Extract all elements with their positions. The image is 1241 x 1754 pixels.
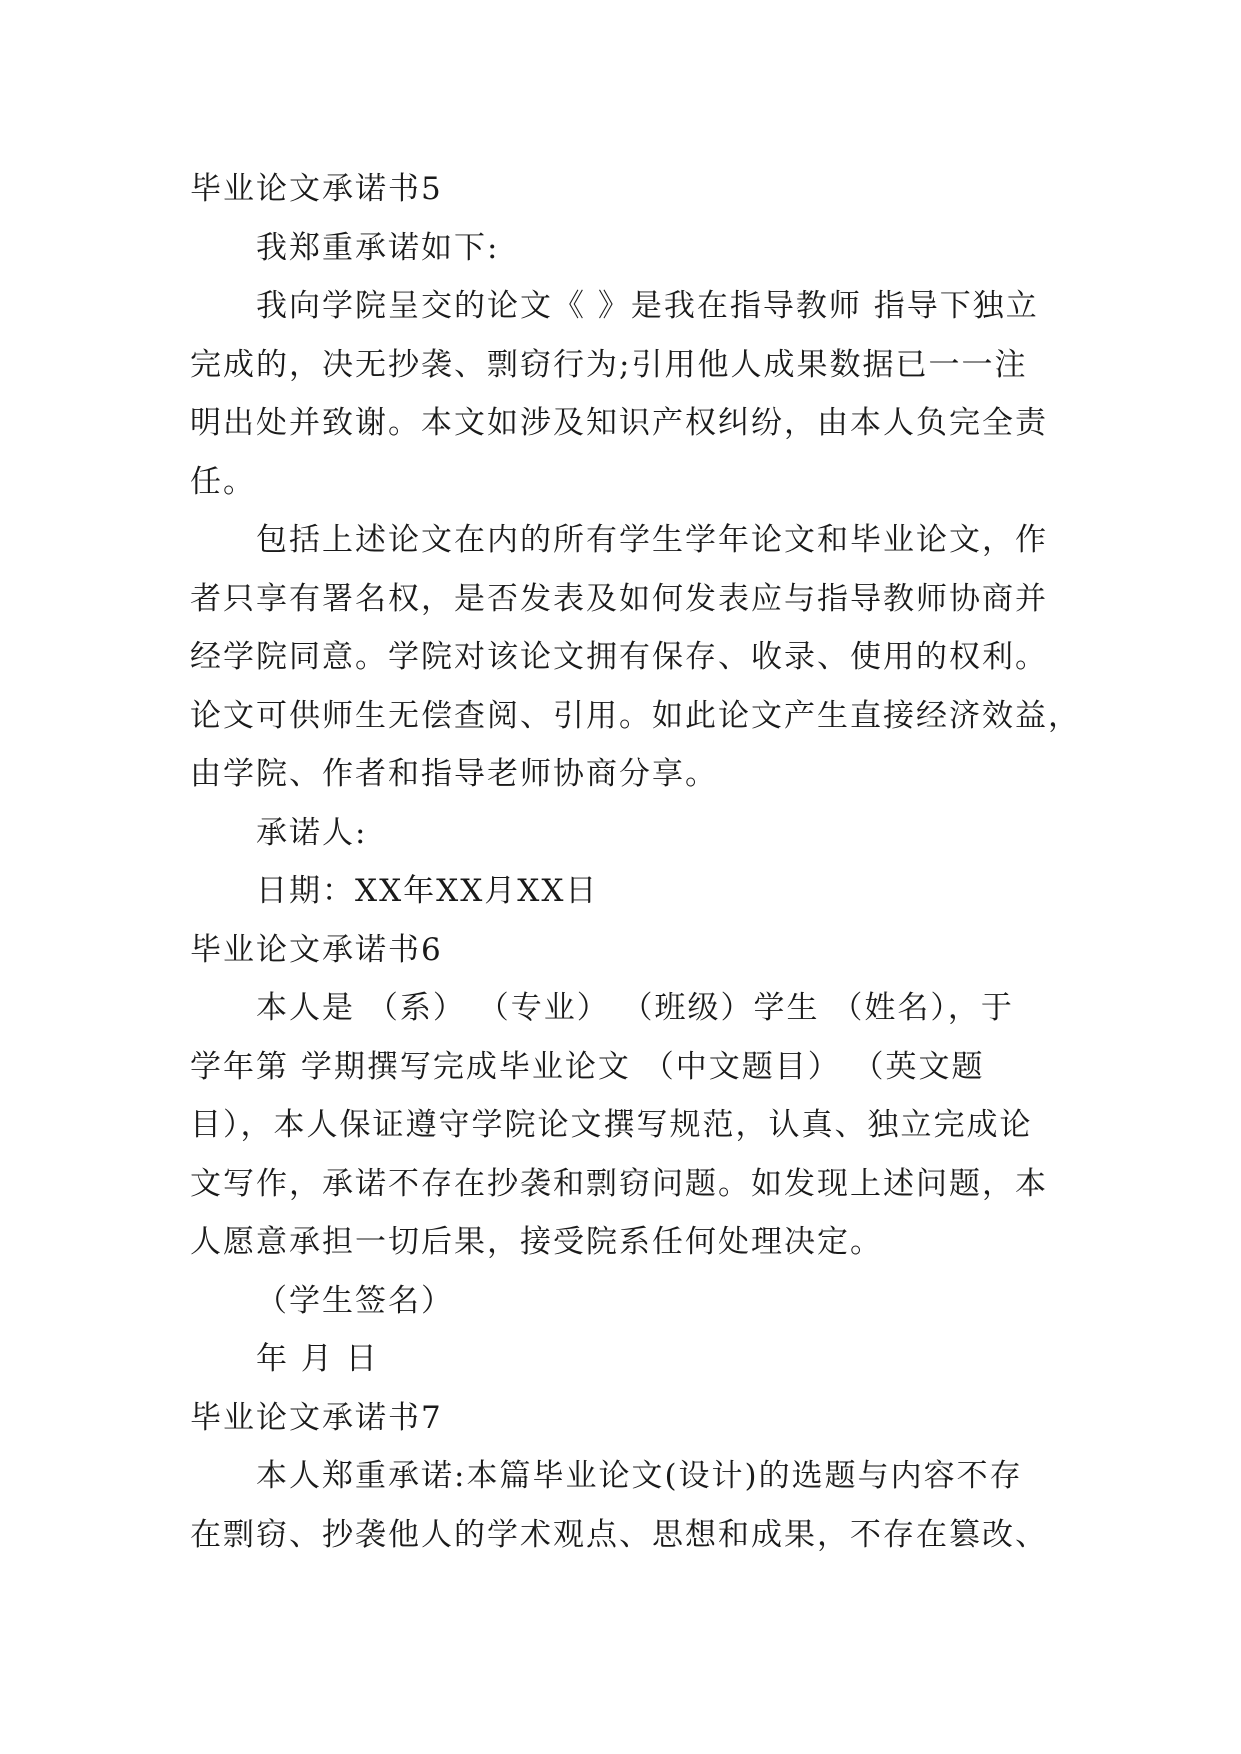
text-line: 承诺人:: [256, 814, 368, 851]
text-line: 由学院、作者和指导老师协商分享。: [190, 756, 718, 792]
text-line: 任。: [190, 463, 256, 500]
text-line: 文写作，承诺不存在抄袭和剽窃问题。如发现上述问题，本: [190, 1165, 1048, 1202]
text-line: 完成的，决无抄袭、剽窃行为;引用他人成果数据已一一注: [190, 346, 1028, 383]
text-line: 目），本人保证遵守学院论文撰写规范，认真、独立完成论: [190, 1107, 1033, 1143]
text-line: 者只享有署名权，是否发表及如何发表应与指导教师协商并: [190, 580, 1048, 617]
section-heading: 毕业论文承诺书6: [190, 931, 443, 968]
text-line: 我郑重承诺如下:: [256, 229, 500, 266]
text-line: 本人是 （系） （专业） （班级）学生 （姓名），于: [256, 990, 1014, 1026]
text-line: 本人郑重承诺:本篇毕业论文(设计)的选题与内容不存: [256, 1458, 1023, 1494]
text-line: 日期：XX年XX月XX日: [256, 873, 599, 909]
section-heading: 毕业论文承诺书7: [190, 1399, 443, 1436]
text-line: 在剽窃、抄袭他人的学术观点、思想和成果，不存在篡改、: [190, 1516, 1048, 1553]
text-line: 学年第 学期撰写完成毕业论文 （中文题目） （英文题: [190, 1048, 985, 1085]
document-body: [190, 160, 1081, 1564]
text-line: （学生签名）: [256, 1282, 454, 1319]
text-line: 年 月 日: [256, 1341, 379, 1377]
text-line: 包括上述论文在内的所有学生学年论文和毕业论文，作: [256, 522, 1048, 558]
text-line: 经学院同意。学院对该论文拥有保存、收录、使用的权利。: [190, 639, 1048, 675]
text-line: 论文可供师生无偿查阅、引用。如此论文产生直接经济效益，: [190, 697, 1081, 734]
text-line: 我向学院呈交的论文《 》是我在指导教师 指导下独立: [256, 288, 1039, 324]
text-line: 人愿意承担一切后果，接受院系任何处理决定。: [190, 1224, 883, 1260]
text-line: 明出处并致谢。本文如涉及知识产权纠纷，由本人负完全责: [190, 405, 1048, 441]
section-heading: 毕业论文承诺书5: [190, 171, 443, 207]
